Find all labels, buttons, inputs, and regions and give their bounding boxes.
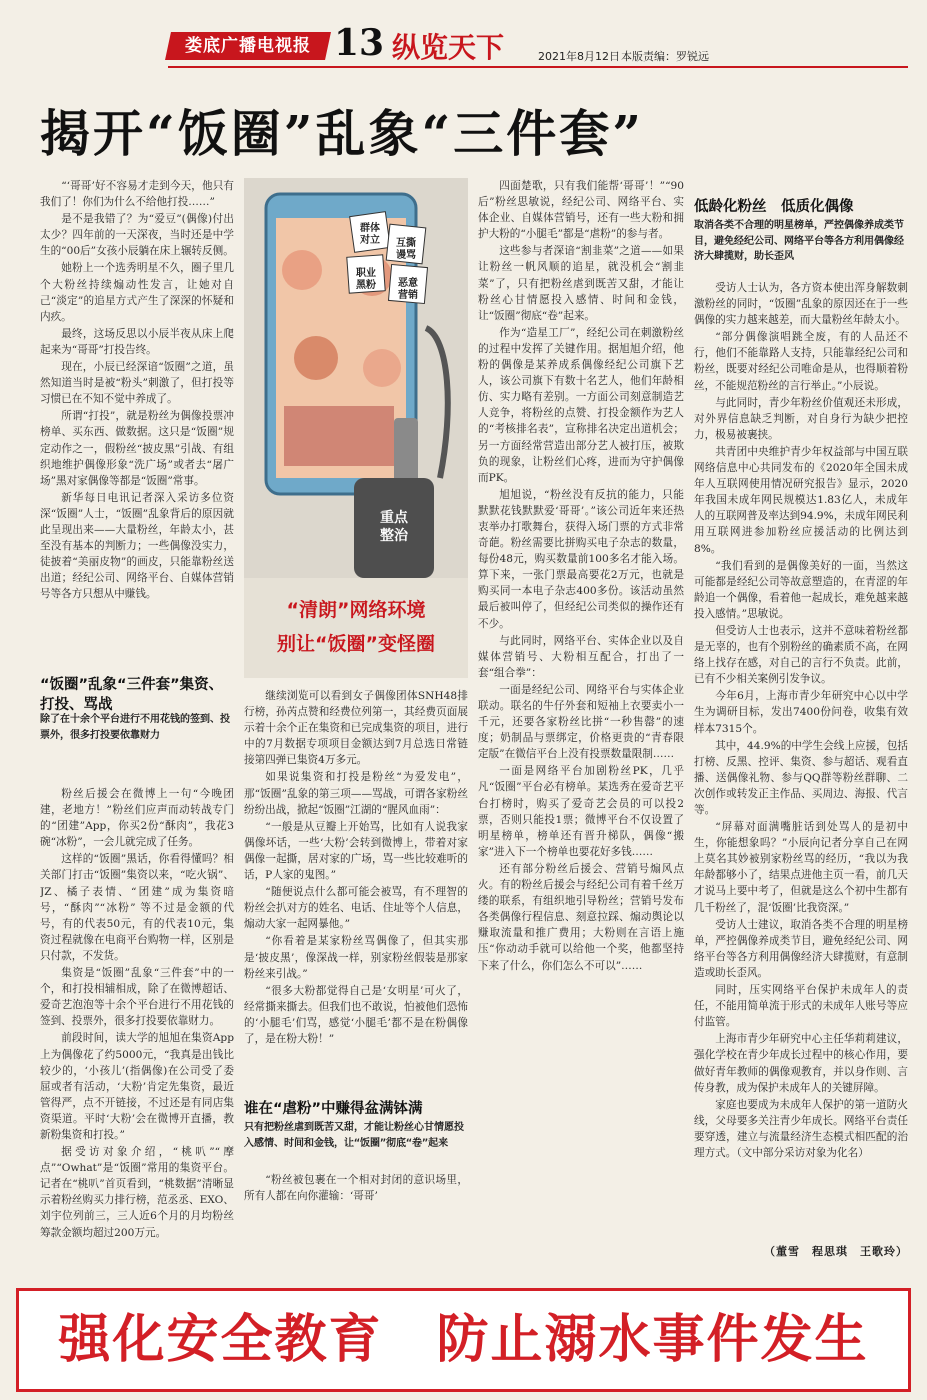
section-title: 纵览天下: [392, 31, 505, 64]
paragraph: 继续浏览可以看到女子偶像团体SNH48排行榜，孙芮点赞和经费位列第一，其经费页面展示着十余个正在集资和已完成集资的项目，进行中的7月数据专项项目金额达到7月总选日常链接第四弹已集资4万多元。: [244, 690, 468, 767]
masthead-rule: [168, 66, 908, 68]
paragraph: 今年6月，上海市青少年研究中心以中学生为调研目标，发出7400份问卷，收集有效样本7315个。: [694, 690, 908, 735]
paragraph: 是不是我错了？为“爱豆”(偶像)付出太少？四年前的一天深夜，当时还是中学生的“00后”女孩小辰躺在床上辗转反侧。: [40, 213, 234, 258]
bottom-banner: [16, 1288, 911, 1392]
paragraph: 这样的“饭圈”黑话，你看得懂吗？相关部门打击“饭圈”集资以来，“吃火锅”、JZ、橘子表情、“团建”成为集资暗号，“酥肉”“冰粉” 等不过是金额的代号，有的代表50元，有的代表10元，集资过程就像在电商平台购物一样，区别是只付款，不发货。: [40, 853, 234, 962]
caption-area: [244, 578, 468, 678]
paragraph: 受访人士建议，取消各类不合理的明星榜单，严控偶像养成类节目，避免经纪公司、网络平台等各方利用偶像经济大肆揽财，有意制造或助长歪风。: [694, 918, 908, 979]
subheading-3: 低龄化粉丝 低质化偶像: [694, 199, 854, 215]
paragraph: 还有部分粉丝后援会、营销号煽风点火。有的粉丝后援会与经纪公司有着千丝万缕的联系，有组织地引导粉丝；营销号发布各类偶像行程信息、刻意拉踩、煽动舆论以赚取流量和推广费用；大粉则在言语上施压“你动动手就可以给他一个奖，他都坚持下来了什么，你们怎么不可以”……: [478, 862, 684, 972]
paragraph: “部分偶像演唱跳全废，有的人品还不行，他们不能靠路人支持，只能靠经纪公司和粉丝，既要对经纪公司唯命是从，也得顺着粉丝，不能规范粉丝的言行举止。”小辰说。: [694, 331, 908, 392]
subheading-3-deck: 取消各类不合理的明星榜单，严控偶像养成类节目，避免经纪公司、网络平台等各方利用偶像经济大肆揽财，助长歪风: [694, 220, 904, 262]
face-4: [363, 349, 401, 387]
page-editor: 本版责编：罗锐远: [621, 50, 709, 63]
article-column-4: [694, 280, 908, 1220]
paragraph: 共青团中央维护青少年权益部与中国互联网络信息中心共同发布的《2020年全国未成年人互联网使用情况研究报告》显示，2020年我国未成年网民规模达1.83亿人，未成年人的互联网普及率达到94.9%，未成年网民利用互联网进参加粉丝应援活动的比例达到8%。: [694, 445, 908, 555]
paragraph: 最终，这场反思以小辰半夜从床上爬起来为“哥哥”打投告终。: [40, 327, 234, 356]
paragraph: 上海市青少年研究中心主任华莉莉建议，强化学校在青少年成长过程中的核心作用，要做好青年教师的偶像观教育，并以身作则、言传身教，成为保护未成年人的关键屏障。: [694, 1033, 908, 1094]
face-3: [294, 336, 338, 380]
paragraph: “一般是从豆瓣上开始骂，比如有人说我家偶像坏话，一些‘大粉’会转到微博上，带着对家偶像一起撕，居对家的广场，骂一些比较难听的话，P人家的鬼图。”: [244, 820, 468, 882]
paragraph: 这些参与者深谙“割韭菜”之道——如果让粉丝一帆风顺的追星，就没机会“割韭菜”了，只有把粉丝虐到既苦又甜，才能让粉丝心甘情愿投入感情、时间和金钱，让“饭圈”彻底“卷”起来。: [478, 245, 684, 322]
tag-3: 职业黑粉: [356, 268, 376, 291]
subheading-1: “饭圈”乱象“三件套”集资、打投、骂战: [40, 677, 224, 713]
paragraph: “你看着是某家粉丝骂偶像了，但其实那是‘披皮黑’，像深战一样，别家粉丝假装是那家粉丝来引战。”: [244, 935, 468, 980]
article-column-1b: [40, 786, 234, 1244]
paragraph: 同时，压实网络平台保护未成年人的责任，不能用简单流于形式的未成年人账号等应付监管。: [694, 984, 908, 1029]
crowd-shape: [284, 406, 394, 466]
paragraph: 如果说集资和打投是粉丝“为爱发电”，那“饭圈”乱象的第三项——骂战，可谓各家粉丝纷纷出战，掀起“饭圈”江湖的“腥风血雨”：: [244, 771, 468, 816]
page-number: 13: [334, 22, 385, 64]
caption-line-2: 别让“饭圈”变怪圈: [277, 633, 435, 655]
paragraph: 集资是“饭圈”乱象“三件套”中的一个，和打投相辅相成，除了在微博超话、爱奇艺泡泡等十余个平台进行不用花钱的签到、投票外，很多打投要依靠财力。: [40, 967, 234, 1028]
subheading-1-deck: 除了在十余个平台进行不用花钱的签到、投票外，很多打投要依靠财力: [40, 714, 230, 741]
banner-text: 强化安全教育 防止溺水事件发生: [58, 1310, 869, 1370]
article-column-2b: [244, 1172, 468, 1247]
article-column-2: [244, 688, 468, 1093]
paragraph: “粉丝被包裹在一个相对封闭的意识场里，所有人都在向你灌输：‘哥哥’: [244, 1174, 468, 1203]
byline: （董雪 程思琪 王歌玲）: [764, 1245, 908, 1258]
brand-logo: [165, 32, 331, 60]
paragraph: “‘哥哥’好不容易才走到今天，他只有我们了！你们为什么不给他打投……”: [40, 180, 234, 209]
subheading-2: 谁在“虐粉”中赚得盆满钵满: [244, 1101, 423, 1117]
paragraph: “我们看到的是偶像美好的一面，当然这可能都是经纪公司等故意塑造的，在青涩的年龄追一个偶像，看着他一起成长，难免越来越投入感情。”思敏说。: [694, 559, 908, 620]
paragraph: “屏幕对面满嘴脏话到处骂人的是初中生，你能想象吗？”小辰向记者分享自己在网上莫名其妙被别家粉丝骂的经历，“我以为我年龄都够小了，结果点进他主页一看，前几天才说马上要中考了，但就是这么个初中生都有几千粉丝了，混‘饭圈’比我资深。”: [694, 821, 908, 914]
paragraph: 现在，小辰已经深谙“饭圈”之道，虽然知道当时是被“粉头”刺激了，但打投等习惯已在不知不觉中养成了。: [40, 361, 234, 406]
paragraph: 与此同时，青少年粉丝价值观还未形成，对外界信息缺乏判断，对自身行为缺少把控力，极易被裹挟。: [694, 396, 908, 441]
tag-4: 恶意营销: [398, 278, 418, 301]
paragraph: 所谓“打投”，就是粉丝为偶像投票冲榜单、买东西、做数据。这只是“饭圈”规定动作之一，假粉丝“披皮黑”引战、有组织地维护偶像形象“洗广场”或者去“屠广场”黑对家偶像等都是“饭圈”常事。: [40, 410, 234, 487]
paragraph: 作为“造星工厂”，经纪公司在刺激粉丝的过程中发挥了关键作用。据旭旭介绍，他粉的偶像是某养成系偶像经纪公司旗下艺人，该公司旗下有数十名艺人，他们年龄相仿、实力略有差别。一方面公司刻意制造艺人竞争，将粉丝的点赞、打投金额作为艺人的“考核排名表”，宣称排名决定出道机会；另一方面经常营造出部分艺人被打压，被欺负的现象，让粉丝们心疼，进而为守护偶像而PK。: [478, 326, 684, 484]
paragraph: 新华每日电讯记者深入采访多位资深“饭圈”人士，“饭圈”乱象背后的原因就此呈现出来——大量粉丝，年龄太小，甚至没有基本的判断力；一些偶像没实力，徒披着“美丽皮物”的画皮，只能靠粉丝送出道；经纪公司、网络平台、自媒体营销号等各方只想从中赚钱。: [40, 491, 234, 601]
paragraph: 与此同时，网络平台、实体企业以及自媒体营销号、大粉相互配合，打出了一套“组合拳”：: [478, 634, 684, 679]
illustration: [244, 178, 468, 678]
tag-2: 互撕谩骂: [396, 238, 416, 261]
paragraph: 前段时间，读大学的旭旭在集资App上为偶像花了约5000元，“我真是出钱比较少的，‘小孩儿’(指偶像)在公司受了委屈或者有活动，‘大粉’肯定先集资，最近管得严，点不开链接，不过还是有同店集资渠道。平时‘大粉’会在微博开直播，教新粉集资和打投。”: [40, 1032, 234, 1141]
subheading-2-deck: 只有把粉丝虐到既苦又甜，才能让粉丝心甘情愿投入感情、时间和金钱，让“饭圈”彻底“卷”起来: [244, 1122, 464, 1149]
paragraph: “很多大粉都觉得自己是‘女明星’可火了，经常撕来撕去。但我们也不敢说，怕被他们恐怖的‘小腿毛’们骂，感觉‘小腿毛’都不是在粉偶像了，是在粉大粉！”: [244, 984, 468, 1045]
illustration-graphic: [244, 178, 468, 678]
brand-name: 娄底广播电视报: [185, 36, 311, 56]
paragraph: 据受访对象介绍，“桃叭”“摩点”“Owhat”是“饭圈”常用的集资平台。记者在“桃叭”首页看到，“桃数据”清晰显示着粉丝购买力排行榜，范丞丞、EXO、刘宇位列前三，三人近6个月的月均粉丝筹款金额均超过200万元。: [40, 1146, 234, 1239]
caption-line-1: “清朗”网络环境: [286, 599, 426, 621]
paragraph: 她粉上一个选秀明星不久，圈子里几个大粉丝持续煽动性发言，让她对自己“淡定”的追星方式产生了深深的怀疑和内疚。: [40, 262, 234, 323]
masthead: [0, 0, 927, 80]
paragraph: 但受访人士也表示，这并不意味着粉丝都是无辜的，也有个别粉丝的确素质不高，在网络上找存在感，对自己的言行不负责。此前，已有不少相关案例引发争议。: [694, 624, 908, 686]
paragraph: “随便说点什么都可能会被骂，有不理智的粉丝会扒对方的姓名、电话、住址等个人信息，煽动大家一起网暴他。”: [244, 886, 468, 931]
face-1: [282, 250, 322, 290]
paragraph: 家庭也要成为未成年人保护的第一道防火线，父母要多关注青少年成长。网络平台责任要穿透，建立与流量经济生态模式相匹配的治理方式。（文中部分采访对象为化名）: [694, 1098, 908, 1159]
tag-1: 群体对立: [360, 223, 380, 246]
bag-label: 重点整治: [380, 510, 408, 544]
paragraph: 粉丝后援会在微博上一句“今晚团建，老地方！”粉丝们应声而动转战专门的“团建”App，你买2份“酥肉”，我花3碗“冰粉”，一会儿就完成了任务。: [40, 788, 234, 849]
article-column-3: [478, 178, 684, 1250]
paragraph: 旭旭说，“粉丝没有反抗的能力，只能默默花钱默默爱‘哥哥’。”该公司近年来还热衷举办打歌舞台，获得入场门票的方式非常奇葩。粉丝需要比拼购买电子杂志的数量，每份48元，购买数量前100多名才能入场。算下来，一张门票最高要花2万元，也就是购买同一本电子杂志400多份。该活动虽然最后被叫停了，但经纪公司类似的操作还有不少。: [478, 488, 684, 630]
article-column-1: [40, 178, 234, 676]
issue-date: 2021年8月12日: [538, 50, 620, 63]
paragraph: 其中，44.9%的中学生会线上应援，包括打榜、反黑、控评、集资、参与超话、观看直播、送偶像礼物、参与QQ群等粉丝群聊、二次创作或转发正主作品、买周边、海报、代言等。: [694, 739, 908, 816]
paragraph: 一面是网络平台加剧粉丝PK，几乎凡“饭圈”平台必有榜单。某选秀在爱奇艺平台打榜时，购买了爱奇艺会员的可以投2票，否则只能投1票；微博平台不仅设置了明星榜单，榜单还有晋升梯队，偶像“搬家”进入下一个榜单也要花好多钱……: [478, 765, 684, 858]
paragraph: 一面是经纪公司、网络平台与实体企业联动。联名的牛仔外套和短袖上衣要卖小一千元，还要各家粉丝比拼“一秒售罄”的速度；奶制品与票绑定，价格更贵的“青春限定版”在微信平台上没有投票数量限制……: [478, 683, 684, 761]
paragraph: 四面楚歌，只有我们能帮‘哥哥’！”“90后”粉丝思敏说，经纪公司、网络平台、实体企业、自媒体营销号，还有一些大粉和拥护大粉的“小腿毛”都是“虐粉”的参与者。: [478, 180, 684, 241]
paragraph: 受访人士认为，各方资本使出浑身解数刺激粉丝的同时，“饭圈”乱象的原因还在于一些偶像的实力越来越差，而大量粉丝年龄太小。: [694, 282, 908, 327]
headline: 揭开“饭圈”乱象“三件套”: [40, 104, 645, 163]
